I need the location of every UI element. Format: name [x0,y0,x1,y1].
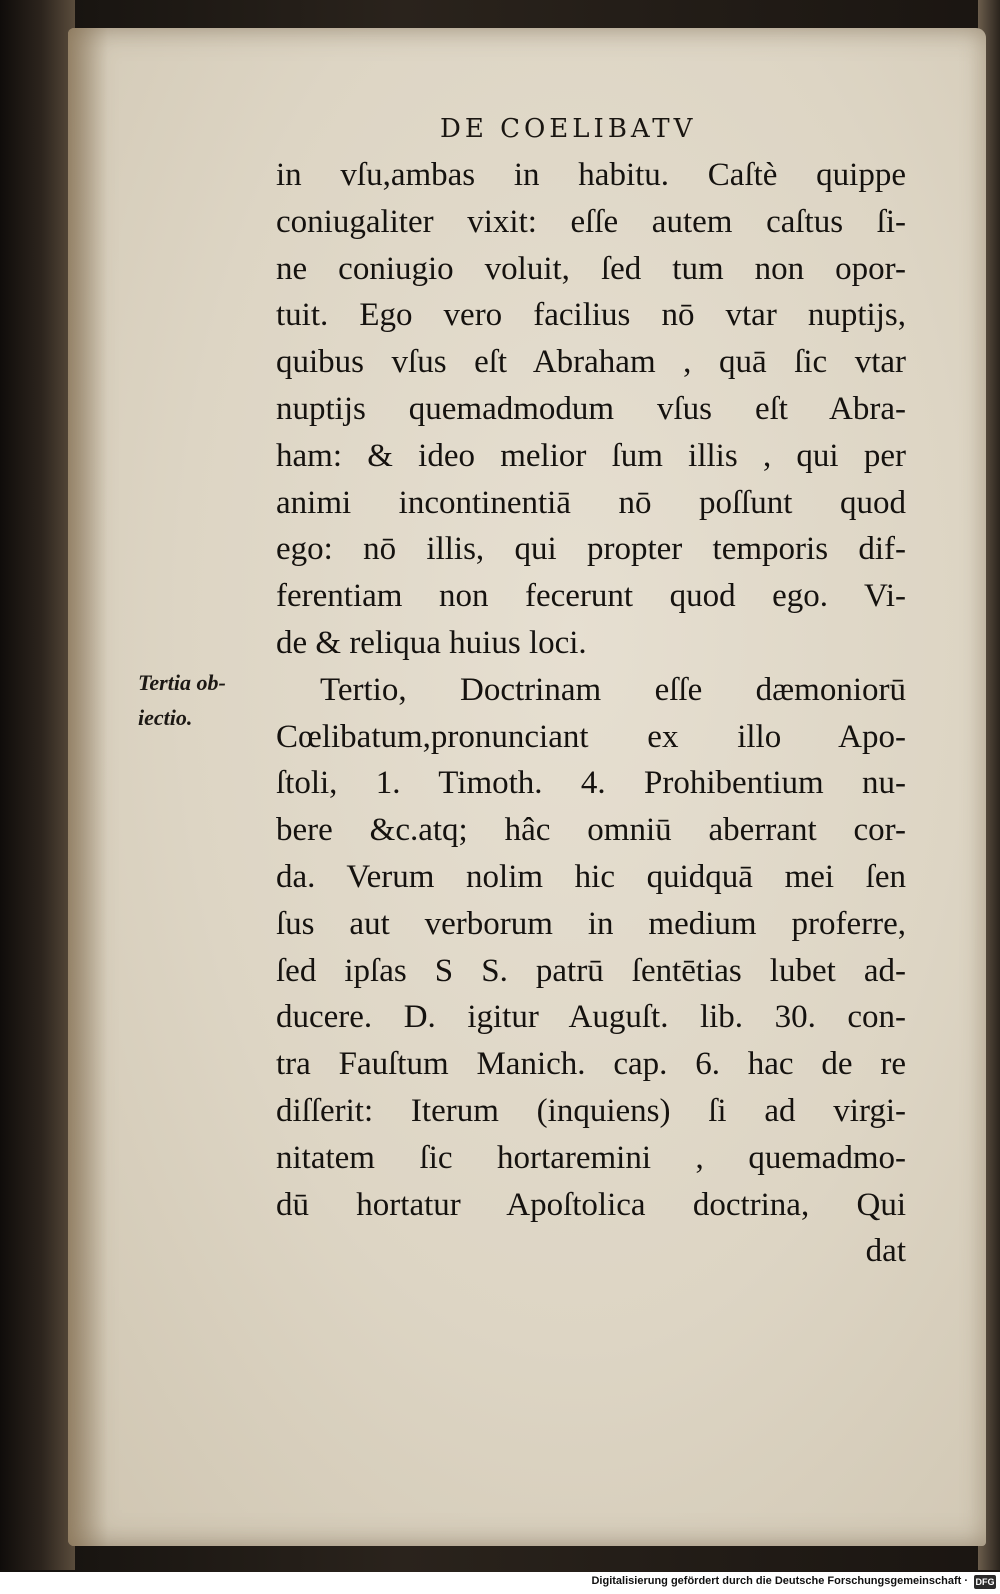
marginal-note-line: Tertia ob- [138,670,226,695]
text-line: coniugaliter vixit: eſſe autem caſtus ſi- [276,203,906,240]
text-line: dū hortatur Apoſtolica doctrina, Qui [276,1186,906,1223]
text-line: ducere. D. igitur Auguſt. lib. 30. con- [276,999,906,1036]
marginal-note [138,665,268,735]
text-line: nitatem ſic hortaremini , quemadmo- [276,1139,906,1176]
text-line: da. Verum nolim hic quidquā mei ſen [276,858,906,895]
text-line: ferentiam non fecerunt quod ego. Vi- [276,578,906,615]
dfg-logo-icon: DFG [975,1577,995,1587]
text-line: ham: & ideo melior ſum illis , qui per [276,437,906,474]
marginal-note-line: iectio. [138,705,193,730]
text-line: ne coniugio voluit, ſed tum non opor- [276,250,906,287]
text-line: de & reliqua huius loci. [276,624,587,661]
text-line: ſed ipſas S S. patrū ſentētias lubet ad- [276,952,906,989]
text-line: Tertio, Doctrinam eſſe dæmoniorū [320,671,906,708]
text-line: in vſu,ambas in habitu. Caſtè quippe [276,157,906,193]
text-line: nuptijs quemadmodum vſus eſt Abra- [276,390,906,427]
book-spine [0,0,75,1570]
running-head: DE COELIBATV [440,114,697,144]
text-line: quibus vſus eſt Abraham , quā ſic vtar [276,344,906,381]
text-line: tuit. Ego vero facilius nō vtar nuptijs, [276,297,906,334]
text-line: ego: nō illis, qui propter temporis dif- [276,531,906,568]
text-line: ſus aut verborum in medium proferre, [276,905,906,942]
text-line: ſtoli, 1. Timoth. 4. Prohibentium nu- [276,765,906,802]
text-line: bere &c.atq; hâc omniū aberrant cor- [276,812,906,849]
text-line: Cœlibatum,pronunciant ex illo Apo- [276,718,906,755]
body-text [276,152,906,1275]
catchword: dat [865,1233,906,1270]
funding-credit: Digitalisierung gefördert durch die Deutsche Forschungsgemeinschaft · [591,1575,968,1587]
page-gutter-shadow [68,28,108,1546]
text-line: diſſerit: Iterum (inquiens) ſi ad virgi- [276,1092,906,1129]
text-line: animi incontinentiā nō poſſunt quod [276,484,906,521]
text-line: tra Fauſtum Manich. cap. 6. hac de re [276,1046,906,1083]
